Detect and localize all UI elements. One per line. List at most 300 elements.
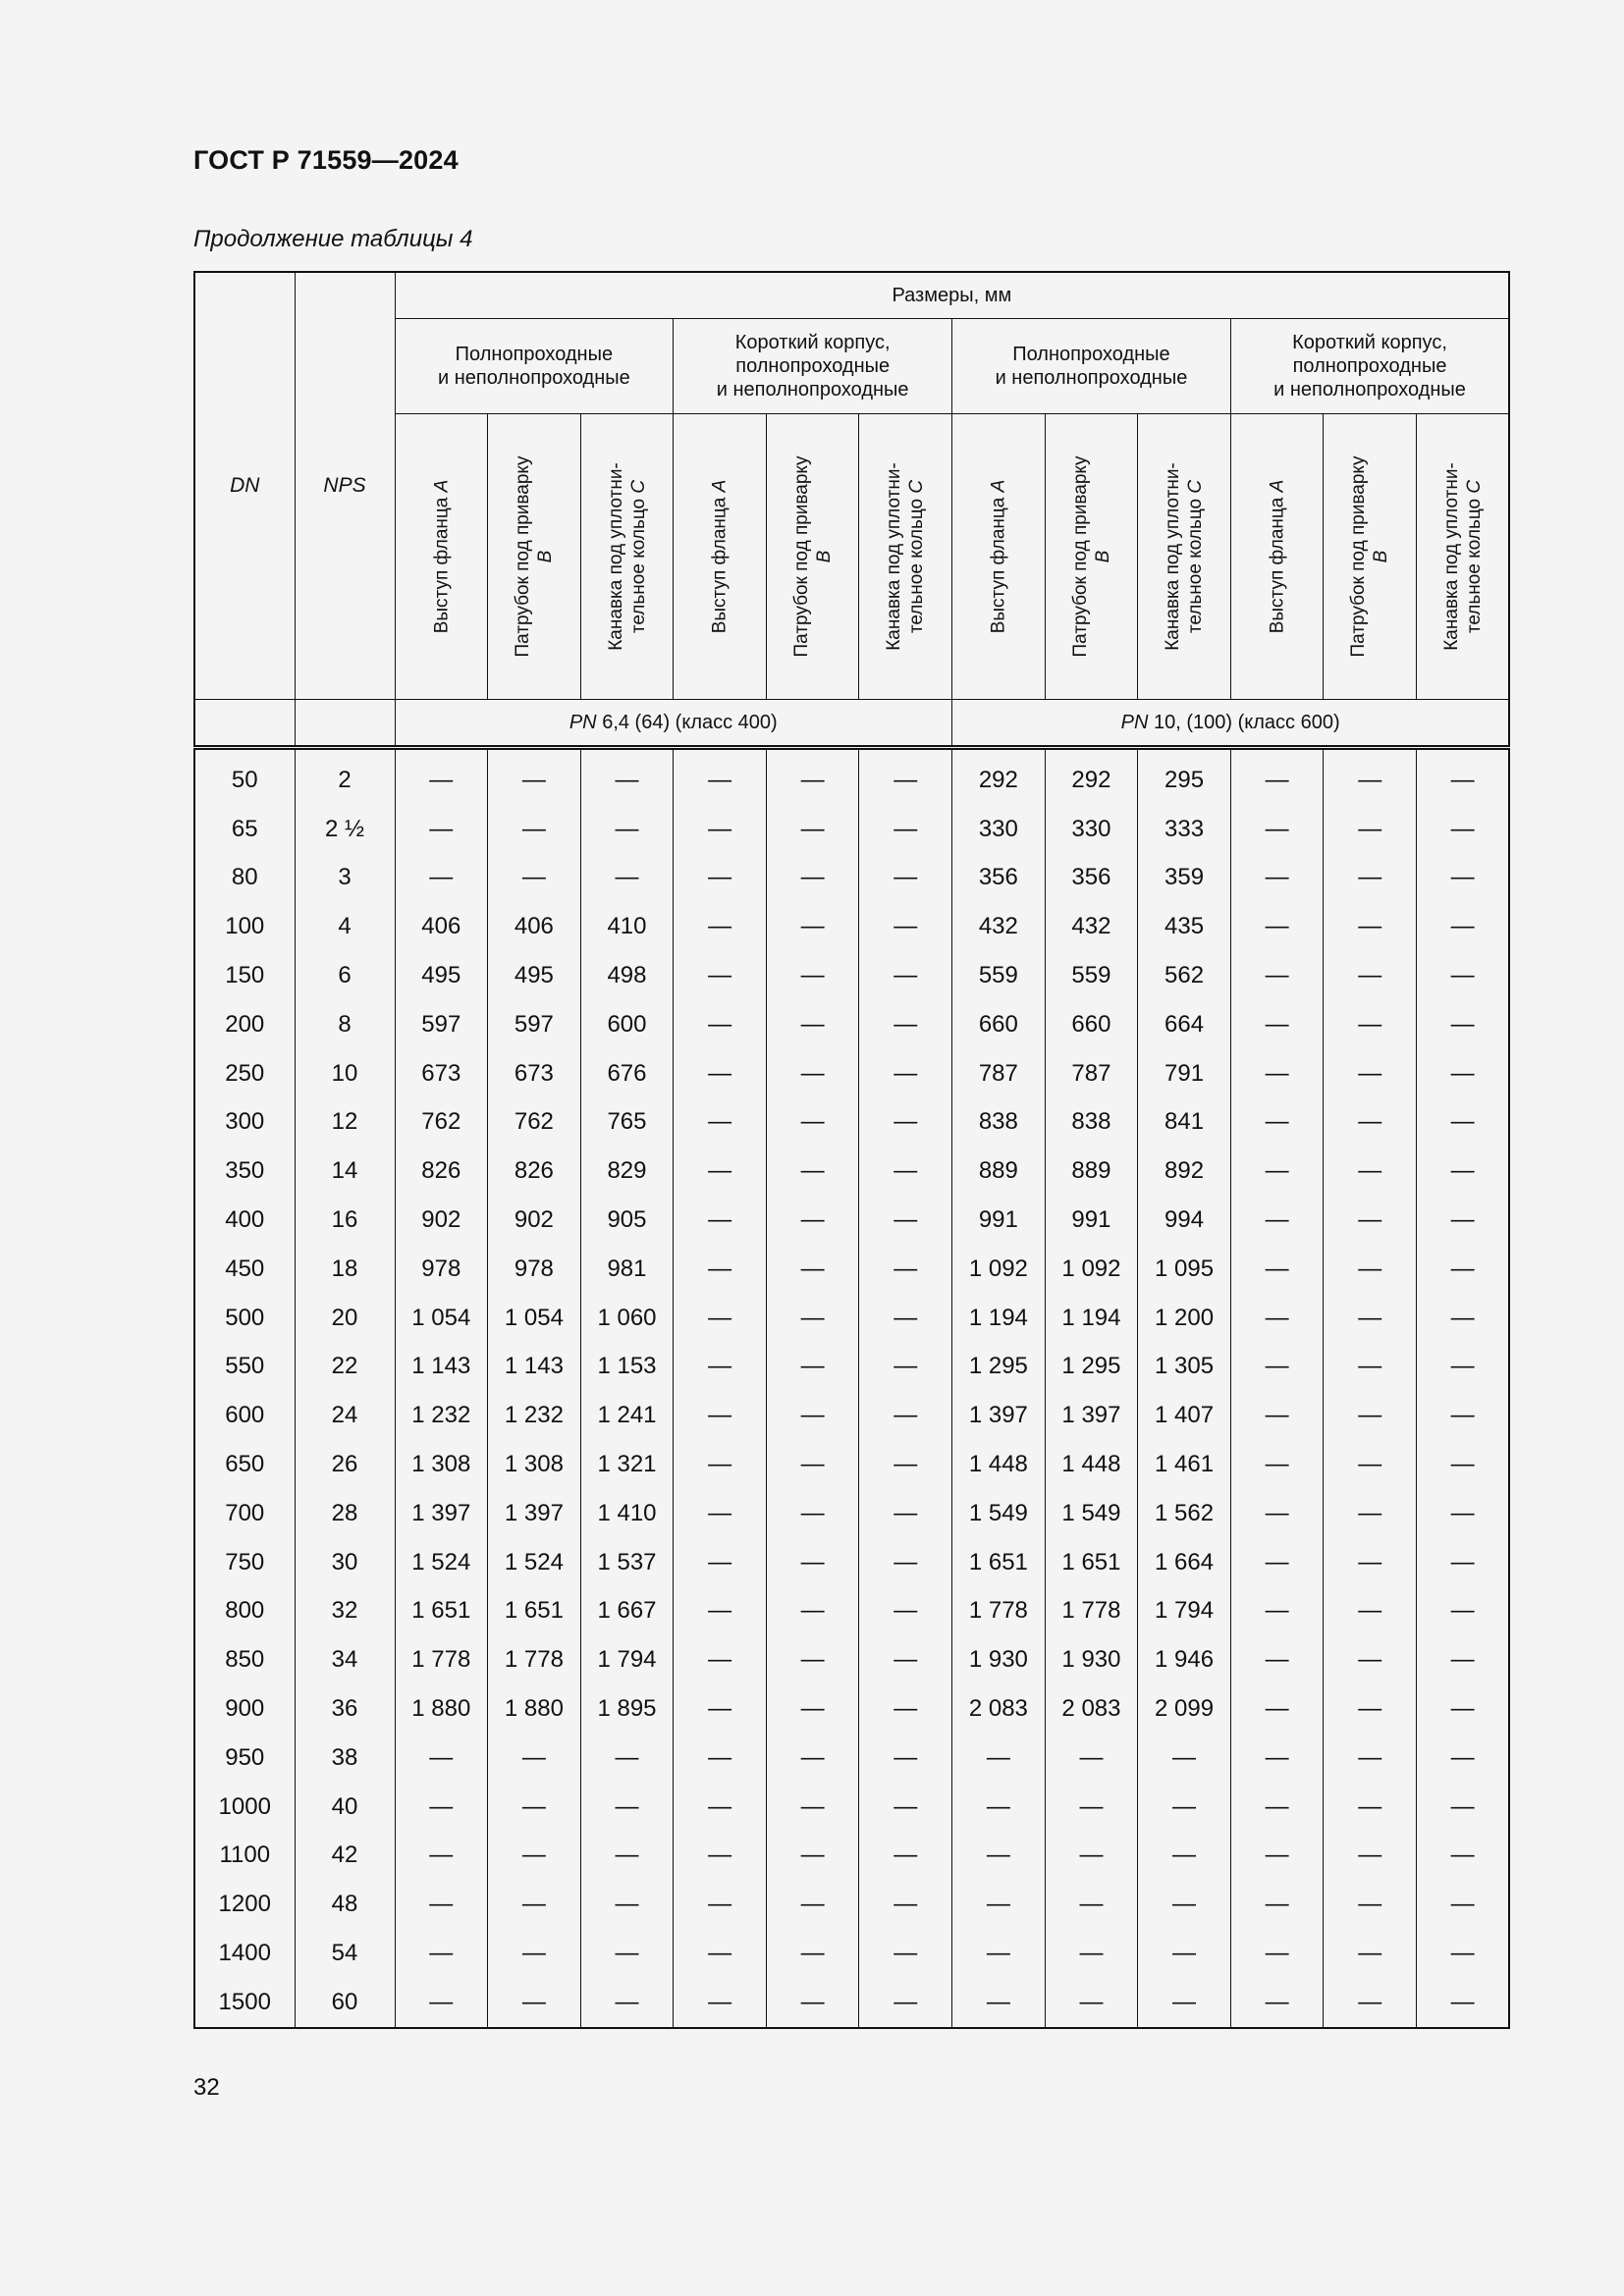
cell-dn: 65 [194, 805, 295, 854]
cell-value: — [1045, 1734, 1138, 1783]
cell-value: — [674, 1734, 767, 1783]
cell-nps: 54 [295, 1929, 395, 1978]
cell-value: — [766, 1196, 859, 1245]
cell-value: — [766, 902, 859, 951]
cell-value: — [488, 854, 581, 903]
cell-value: 1 200 [1138, 1294, 1231, 1343]
table-row [194, 1098, 1509, 1148]
cell-value: — [1324, 1196, 1417, 1245]
cell-value: 1 946 [1138, 1635, 1231, 1684]
table-row [194, 1440, 1509, 1489]
cell-value: 1 448 [952, 1440, 1046, 1489]
cell-value: — [674, 1978, 767, 2028]
cell-value: 292 [952, 748, 1046, 805]
cell-value: — [1324, 1538, 1417, 1587]
cell-value: 1 232 [488, 1391, 581, 1440]
cell-value: 2 083 [1045, 1684, 1138, 1734]
cell-value: 905 [580, 1196, 674, 1245]
cell-nps: 40 [295, 1783, 395, 1832]
cell-value: — [674, 1294, 767, 1343]
cell-value: 902 [395, 1196, 488, 1245]
cell-value: — [1324, 1049, 1417, 1098]
cell-value: — [1138, 1783, 1231, 1832]
cell-value: — [580, 1734, 674, 1783]
cell-value: 991 [1045, 1196, 1138, 1245]
cell-value: — [1324, 951, 1417, 1000]
table-row [194, 1538, 1509, 1587]
cell-value: — [1230, 1147, 1324, 1196]
cell-value: — [1417, 1684, 1510, 1734]
table-row [194, 1832, 1509, 1881]
sub-column-a-group-1: Выступ фланца A [395, 414, 488, 700]
cell-dn: 450 [194, 1245, 295, 1294]
cell-value: 1 194 [952, 1294, 1046, 1343]
cell-value: — [1230, 805, 1324, 854]
cell-nps: 18 [295, 1245, 395, 1294]
table-row [194, 1880, 1509, 1929]
cell-value: — [766, 854, 859, 903]
table-row [194, 1147, 1509, 1196]
cell-value: — [1417, 748, 1510, 805]
sub-column-b-group-4: Патрубок под приварку B [1324, 414, 1417, 700]
cell-value: — [1324, 748, 1417, 805]
cell-value: — [674, 748, 767, 805]
cell-nps: 16 [295, 1196, 395, 1245]
cell-value: — [859, 1000, 952, 1049]
group-header-3: Полнопроходные и неполнопроходные [952, 319, 1231, 414]
cell-value: 994 [1138, 1196, 1231, 1245]
cell-value: — [1417, 1635, 1510, 1684]
cell-value: 991 [952, 1196, 1046, 1245]
sub-column-c-group-2: Канавка под уплотни- тельное кольцо C [859, 414, 952, 700]
cell-value: 1 778 [488, 1635, 581, 1684]
cell-value: — [766, 1880, 859, 1929]
cell-value: 432 [1045, 902, 1138, 951]
cell-value: — [766, 1000, 859, 1049]
cell-value: 1 651 [952, 1538, 1046, 1587]
cell-value: — [1417, 1440, 1510, 1489]
cell-value: — [580, 805, 674, 854]
cell-value: — [1045, 1783, 1138, 1832]
cell-value: 1 092 [952, 1245, 1046, 1294]
cell-value: 841 [1138, 1098, 1231, 1148]
cell-dn: 1500 [194, 1978, 295, 2028]
cell-value: — [1230, 1587, 1324, 1636]
cell-value: — [766, 1294, 859, 1343]
cell-value: — [766, 1929, 859, 1978]
cell-value: 826 [395, 1147, 488, 1196]
cell-value: — [674, 1049, 767, 1098]
cell-value: — [1417, 1489, 1510, 1538]
cell-value: 838 [952, 1098, 1046, 1148]
cell-value: — [859, 1294, 952, 1343]
cell-value: 292 [1045, 748, 1138, 805]
cell-value: — [674, 1832, 767, 1881]
table-caption: Продолжение таблицы 4 [193, 226, 473, 252]
cell-value: — [766, 1489, 859, 1538]
cell-value: — [1138, 1734, 1231, 1783]
cell-value: — [580, 1783, 674, 1832]
cell-value: — [1417, 951, 1510, 1000]
cell-value: — [1230, 1049, 1324, 1098]
cell-value: 978 [488, 1245, 581, 1294]
cell-nps: 3 [295, 854, 395, 903]
cell-value: — [952, 1978, 1046, 2028]
cell-value: — [859, 1489, 952, 1538]
cell-value: — [1230, 1684, 1324, 1734]
cell-value: — [674, 1684, 767, 1734]
cell-dn: 250 [194, 1049, 295, 1098]
cell-nps: 22 [295, 1343, 395, 1392]
cell-value: — [674, 1880, 767, 1929]
cell-value: 838 [1045, 1098, 1138, 1148]
cell-value: 356 [1045, 854, 1138, 903]
group-header-2: Короткий корпус, полнопроходные и неполнопроходные [674, 319, 952, 414]
cell-value: — [674, 1538, 767, 1587]
cell-value: — [674, 854, 767, 903]
cell-value: 1 524 [395, 1538, 488, 1587]
cell-value: 1 194 [1045, 1294, 1138, 1343]
cell-value: — [1230, 1832, 1324, 1881]
cell-value: — [859, 854, 952, 903]
cell-value: — [395, 1929, 488, 1978]
col-header-nps: NPS [295, 272, 395, 700]
cell-value: — [766, 805, 859, 854]
cell-value: — [1230, 1343, 1324, 1392]
cell-value: — [766, 1783, 859, 1832]
cell-value: 660 [1045, 1000, 1138, 1049]
cell-value: — [1324, 1832, 1417, 1881]
cell-value: — [766, 748, 859, 805]
cell-value: — [859, 1538, 952, 1587]
cell-value: 1 410 [580, 1489, 674, 1538]
cell-value: 1 295 [1045, 1343, 1138, 1392]
cell-value: — [952, 1880, 1046, 1929]
cell-value: — [488, 1978, 581, 2028]
cell-value: — [674, 1783, 767, 1832]
cell-nps: 14 [295, 1147, 395, 1196]
cell-value: 787 [952, 1049, 1046, 1098]
cell-dn: 400 [194, 1196, 295, 1245]
cell-value: — [1324, 1783, 1417, 1832]
cell-value: — [1324, 805, 1417, 854]
cell-value: 1 562 [1138, 1489, 1231, 1538]
table-body [194, 748, 1509, 2028]
cell-value: 1 651 [1045, 1538, 1138, 1587]
cell-value: — [674, 1147, 767, 1196]
cell-value: 495 [395, 951, 488, 1000]
cell-value: — [1138, 1929, 1231, 1978]
table-row [194, 1929, 1509, 1978]
table-row [194, 1049, 1509, 1098]
cell-value: — [859, 1978, 952, 2028]
cell-value: 1 664 [1138, 1538, 1231, 1587]
cell-value: — [1045, 1929, 1138, 1978]
cell-value: 359 [1138, 854, 1231, 903]
cell-value: — [1324, 1978, 1417, 2028]
sub-column-c-group-1: Канавка под уплотни- тельное кольцо C [580, 414, 674, 700]
cell-value: 562 [1138, 951, 1231, 1000]
cell-value: — [488, 1832, 581, 1881]
sub-column-a-group-4: Выступ фланца A [1230, 414, 1324, 700]
cell-value: — [859, 1587, 952, 1636]
sub-column-b-group-2: Патрубок под приварку B [766, 414, 859, 700]
cell-value: — [1045, 1978, 1138, 2028]
dimensions-header: Размеры, мм [395, 272, 1509, 319]
cell-value: — [1417, 1098, 1510, 1148]
cell-dn: 300 [194, 1098, 295, 1148]
cell-dn: 200 [194, 1000, 295, 1049]
group-header-1: Полнопроходные и неполнопроходные [395, 319, 674, 414]
cell-value: 826 [488, 1147, 581, 1196]
table-row [194, 1635, 1509, 1684]
cell-value: 660 [952, 1000, 1046, 1049]
cell-nps: 4 [295, 902, 395, 951]
sub-column-c-group-4: Канавка под уплотни- тельное кольцо C [1417, 414, 1510, 700]
cell-value: — [488, 748, 581, 805]
cell-value: — [1230, 1196, 1324, 1245]
cell-value: 1 524 [488, 1538, 581, 1587]
table-row [194, 854, 1509, 903]
cell-nps: 30 [295, 1538, 395, 1587]
cell-value: — [859, 1783, 952, 1832]
sub-column-b-group-1: Патрубок под приварку B [488, 414, 581, 700]
cell-value: 1 095 [1138, 1245, 1231, 1294]
cell-value: — [674, 1098, 767, 1148]
cell-value: — [395, 805, 488, 854]
cell-value: — [1324, 1343, 1417, 1392]
cell-value: 902 [488, 1196, 581, 1245]
cell-value: 1 537 [580, 1538, 674, 1587]
cell-value: — [766, 951, 859, 1000]
cell-value: — [766, 1147, 859, 1196]
table-row [194, 1587, 1509, 1636]
cell-value: 1 232 [395, 1391, 488, 1440]
cell-value: — [1138, 1832, 1231, 1881]
cell-value: 597 [488, 1000, 581, 1049]
cell-value: — [1230, 1929, 1324, 1978]
table-row [194, 1489, 1509, 1538]
cell-value: — [674, 1635, 767, 1684]
cell-value: — [1417, 1832, 1510, 1881]
cell-nps: 8 [295, 1000, 395, 1049]
cell-value: — [766, 1440, 859, 1489]
cell-value: — [1417, 1343, 1510, 1392]
table-row [194, 748, 1509, 805]
cell-dn: 50 [194, 748, 295, 805]
table-row [194, 1294, 1509, 1343]
cell-value: — [859, 1832, 952, 1881]
cell-value: — [859, 1049, 952, 1098]
cell-dn: 500 [194, 1294, 295, 1343]
cell-value: 1 321 [580, 1440, 674, 1489]
cell-value: 1 397 [1045, 1391, 1138, 1440]
cell-dn: 850 [194, 1635, 295, 1684]
cell-value: 1 397 [395, 1489, 488, 1538]
cell-value: 495 [488, 951, 581, 1000]
cell-value: — [859, 1635, 952, 1684]
cell-dn: 350 [194, 1147, 295, 1196]
table-row [194, 951, 1509, 1000]
cell-nps: 60 [295, 1978, 395, 2028]
cell-value: — [1230, 1098, 1324, 1148]
table-row [194, 902, 1509, 951]
cell-value: — [1138, 1880, 1231, 1929]
cell-value: — [1417, 1880, 1510, 1929]
cell-value: — [488, 1783, 581, 1832]
cell-value: 1 549 [952, 1489, 1046, 1538]
sub-column-b-group-3: Патрубок под приварку B [1045, 414, 1138, 700]
cell-nps: 32 [295, 1587, 395, 1636]
cell-value: — [859, 1343, 952, 1392]
cell-value: 1 143 [395, 1343, 488, 1392]
cell-value: — [766, 1391, 859, 1440]
cell-value: — [1417, 1978, 1510, 2028]
cell-value: — [1417, 805, 1510, 854]
cell-value: — [1324, 1684, 1417, 1734]
cell-value: 330 [1045, 805, 1138, 854]
table-row [194, 1000, 1509, 1049]
cell-value: — [674, 951, 767, 1000]
pn-class-1: PN 6,4 (64) (класс 400) [395, 700, 952, 748]
cell-value: — [859, 1098, 952, 1148]
cell-value: 295 [1138, 748, 1231, 805]
cell-value: 1 895 [580, 1684, 674, 1734]
cell-value: — [1324, 1587, 1417, 1636]
table-row [194, 1734, 1509, 1783]
cell-value: — [488, 1929, 581, 1978]
cell-value: 676 [580, 1049, 674, 1098]
cell-value: — [580, 1832, 674, 1881]
cell-value: — [1045, 1880, 1138, 1929]
cell-value: — [1230, 951, 1324, 1000]
cell-value: — [1324, 1245, 1417, 1294]
cell-value: 1 295 [952, 1343, 1046, 1392]
cell-value: — [1417, 1587, 1510, 1636]
cell-value: — [859, 951, 952, 1000]
cell-value: — [859, 1734, 952, 1783]
cell-dn: 100 [194, 902, 295, 951]
cell-value: — [766, 1049, 859, 1098]
cell-value: 1 143 [488, 1343, 581, 1392]
cell-nps: 24 [295, 1391, 395, 1440]
cell-value: 1 794 [580, 1635, 674, 1684]
cell-value: — [859, 1880, 952, 1929]
cell-value: — [1230, 854, 1324, 903]
cell-value: 1 651 [488, 1587, 581, 1636]
cell-value: — [1230, 1391, 1324, 1440]
cell-value: — [395, 1783, 488, 1832]
cell-value: 787 [1045, 1049, 1138, 1098]
cell-value: — [1324, 1391, 1417, 1440]
cell-value: — [1417, 1294, 1510, 1343]
cell-value: — [859, 1245, 952, 1294]
cell-value: 356 [952, 854, 1046, 903]
cell-value: 1 153 [580, 1343, 674, 1392]
cell-value: — [395, 748, 488, 805]
sub-column-a-group-3: Выступ фланца A [952, 414, 1046, 700]
cell-value: — [674, 1440, 767, 1489]
cell-value: — [952, 1832, 1046, 1881]
cell-value: — [1230, 1783, 1324, 1832]
cell-value: — [674, 805, 767, 854]
cell-value: — [674, 1489, 767, 1538]
pn-class-2: PN 10, (100) (класс 600) [952, 700, 1510, 748]
cell-value: 498 [580, 951, 674, 1000]
cell-value: — [395, 1880, 488, 1929]
cell-value: 1 667 [580, 1587, 674, 1636]
col-header-dn: DN [194, 272, 295, 700]
dimensions-table [193, 271, 1510, 2029]
cell-value: 1 397 [952, 1391, 1046, 1440]
table-row [194, 1196, 1509, 1245]
cell-value: — [1230, 1245, 1324, 1294]
table-row [194, 1245, 1509, 1294]
cell-value: 1 308 [395, 1440, 488, 1489]
cell-value: — [1324, 1294, 1417, 1343]
cell-value: — [674, 1245, 767, 1294]
cell-value: — [580, 1880, 674, 1929]
cell-dn: 900 [194, 1684, 295, 1734]
cell-value: — [1324, 1147, 1417, 1196]
cell-dn: 950 [194, 1734, 295, 1783]
cell-dn: 1000 [194, 1783, 295, 1832]
cell-value: 1 092 [1045, 1245, 1138, 1294]
cell-value: — [766, 1245, 859, 1294]
cell-value: — [859, 805, 952, 854]
cell-nps: 20 [295, 1294, 395, 1343]
table-row [194, 1783, 1509, 1832]
cell-value: — [1324, 1000, 1417, 1049]
cell-value: — [395, 854, 488, 903]
cell-value: — [1324, 1734, 1417, 1783]
cell-nps: 38 [295, 1734, 395, 1783]
cell-value: 673 [395, 1049, 488, 1098]
cell-value: 406 [488, 902, 581, 951]
cell-value: 762 [488, 1098, 581, 1148]
cell-value: 1 778 [395, 1635, 488, 1684]
cell-value: 1 778 [952, 1587, 1046, 1636]
cell-dn: 700 [194, 1489, 295, 1538]
cell-value: 333 [1138, 805, 1231, 854]
cell-value: — [859, 1147, 952, 1196]
cell-dn: 750 [194, 1538, 295, 1587]
cell-value: — [1324, 1880, 1417, 1929]
cell-value: 1 054 [395, 1294, 488, 1343]
cell-nps: 2 [295, 748, 395, 805]
cell-value: — [1045, 1832, 1138, 1881]
cell-value: — [580, 1978, 674, 2028]
cell-value: — [1138, 1978, 1231, 2028]
cell-value: 1 060 [580, 1294, 674, 1343]
cell-value: 1 930 [952, 1635, 1046, 1684]
cell-value: — [859, 1684, 952, 1734]
sub-column-a-group-2: Выступ фланца A [674, 414, 767, 700]
cell-value: 1 241 [580, 1391, 674, 1440]
cell-nps: 2 ½ [295, 805, 395, 854]
cell-value: — [1417, 1391, 1510, 1440]
cell-value: — [1417, 854, 1510, 903]
cell-dn: 800 [194, 1587, 295, 1636]
cell-value: — [766, 1538, 859, 1587]
cell-value: 981 [580, 1245, 674, 1294]
cell-value: 829 [580, 1147, 674, 1196]
cell-value: — [1230, 1734, 1324, 1783]
cell-value: 1 305 [1138, 1343, 1231, 1392]
cell-value: 765 [580, 1098, 674, 1148]
cell-value: — [488, 1734, 581, 1783]
cell-value: — [1417, 1538, 1510, 1587]
